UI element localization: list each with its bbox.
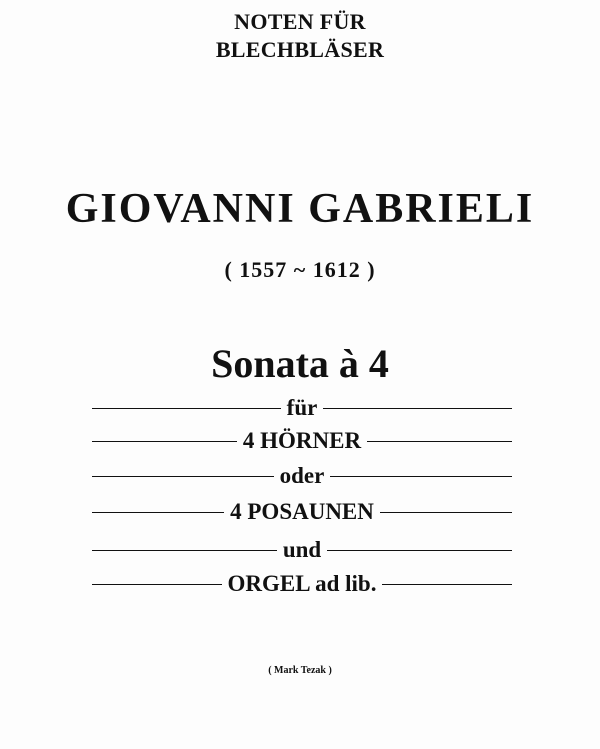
rule-right: [367, 441, 512, 442]
instrumentation-line: [92, 393, 512, 423]
rule-right: [382, 584, 512, 585]
instrumentation-label: oder: [279, 463, 325, 488]
editor-credit: ( Mark Tezak ): [268, 665, 332, 676]
rule-left: [92, 408, 281, 409]
work-title: Sonata à 4: [211, 341, 389, 386]
instrumentation-label: ORGEL ad lib.: [227, 571, 377, 596]
instrumentation-label: 4 POSAUNEN: [230, 499, 374, 524]
composer-dates: ( 1557 ~ 1612 ): [224, 257, 376, 282]
series-line-1: NOTEN FÜR: [234, 9, 366, 34]
rule-left: [92, 512, 224, 513]
rule-right: [330, 476, 512, 477]
rule-left: [92, 550, 277, 551]
instrumentation-line: [92, 461, 512, 491]
instrumentation-line: [92, 535, 512, 565]
series-line-2: BLECHBLÄSER: [215, 37, 385, 62]
rule-right: [323, 408, 512, 409]
instrumentation-label: und: [282, 537, 322, 562]
instrumentation-line: [92, 569, 512, 599]
composer-name: GIOVANNI GABRIELI: [65, 186, 535, 232]
rule-left: [92, 441, 237, 442]
instrumentation-label: 4 HÖRNER: [242, 428, 362, 453]
rule-left: [92, 476, 274, 477]
series-heading: [0, 8, 600, 64]
rule-right: [380, 512, 512, 513]
instrumentation-label: für: [286, 395, 318, 420]
instrumentation-line: [92, 426, 512, 456]
rule-right: [327, 550, 512, 551]
rule-left: [92, 584, 222, 585]
instrumentation-line: [92, 497, 512, 527]
